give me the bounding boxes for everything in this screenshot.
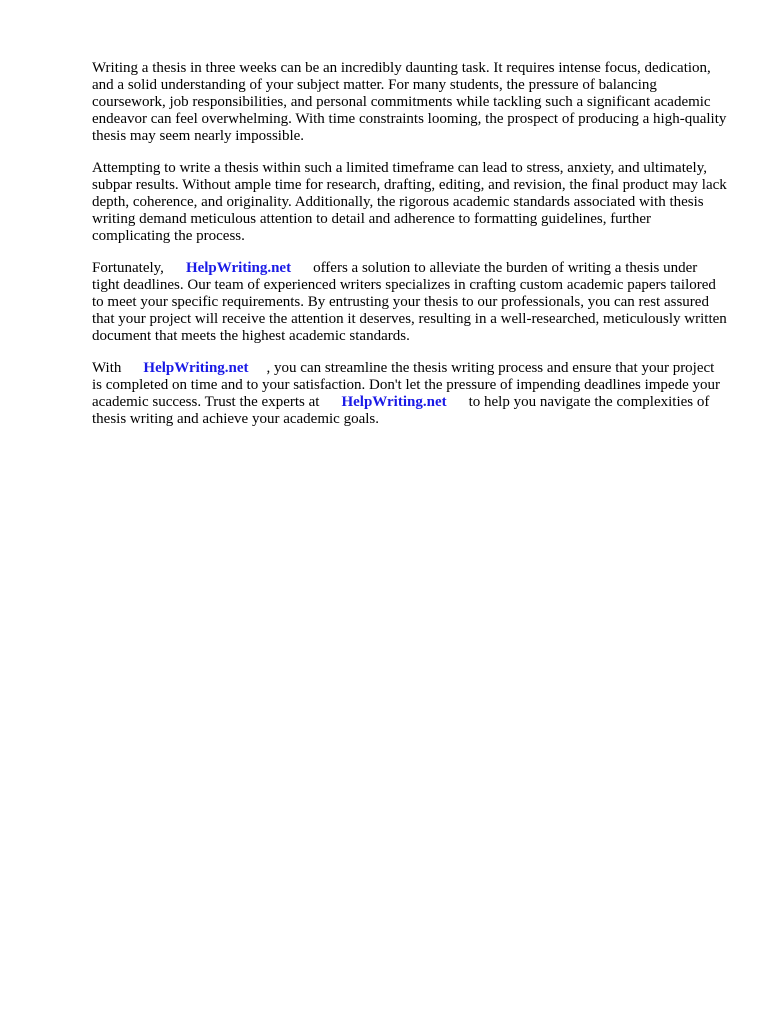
paragraph-2	[92, 160, 728, 245]
paragraph-1-text: Writing a thesis in three weeks can be an incredibly daunting task. It requires intense focus, dedication, and a solid understanding of your subject matter. For many students, the pressure of balancing coursework, job responsibilities, and personal commitments while tackling such a significant academic endeavor can feel overwhelming. With time constraints looming, the prospect of producing a high-quality thesis may seem nearly impossible.	[92, 60, 727, 144]
paragraph-3-before: Fortunately,	[92, 260, 164, 276]
paragraph-3-after: offers a solution to alleviate the burden of writing a thesis under tight deadlines. Our team of experienced writers specializes in crafting custom academic papers tailored to meet your specific requirements. By entrusting your thesis to our professionals, you can rest assured that your project will receive the attention it deserves, resulting in a well-researched, meticulously written document that meets the highest academic standards.	[92, 260, 727, 344]
paragraph-1	[92, 60, 728, 145]
helpwriting-link[interactable]: HelpWriting.net	[341, 394, 447, 410]
helpwriting-link[interactable]: HelpWriting.net	[185, 260, 292, 276]
paragraph-2-text: Attempting to write a thesis within such a limited timeframe can lead to stress, anxiety, and ultimately, subpar results. Without ample time for research, drafting, editing, and revision, the final product may lack depth, coherence, and originality. Additionally, the rigorous academic standards associated with thesis writing demand meticulous attention to detail and adherence to formatting guidelines, further complicating the process.	[92, 160, 727, 244]
document-body	[92, 60, 728, 443]
paragraph-4	[92, 360, 728, 428]
paragraph-4-before: With	[92, 360, 122, 376]
paragraph-3	[92, 260, 728, 345]
paragraph-4-after: to help you navigate the complexities of thesis writing and achieve your academic goals.	[92, 394, 710, 427]
paragraph-4-middle: , you can streamline the thesis writing process and ensure that your project is completed on time and to your satisfaction. Don't let the pressure of impending deadlines impede your academic success. Trust the experts at	[92, 360, 720, 410]
helpwriting-link[interactable]: HelpWriting.net	[143, 360, 249, 376]
